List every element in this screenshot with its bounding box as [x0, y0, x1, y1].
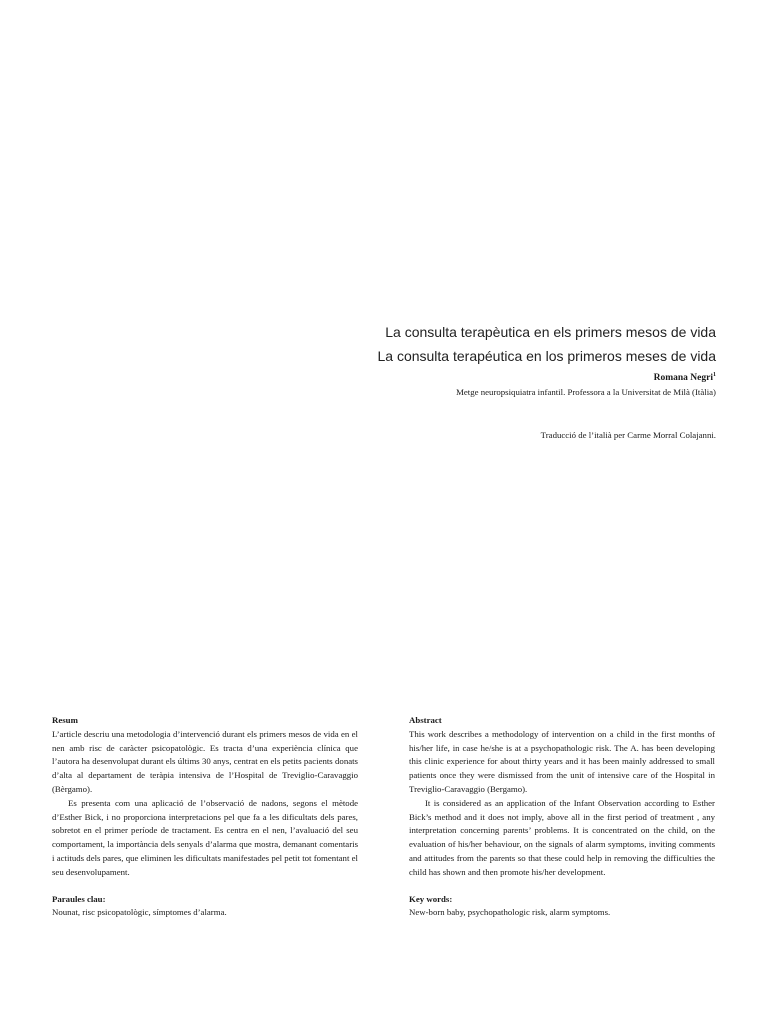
- keywords-catalan: Nounat, risc psicopatològic, símptomes d’alarma.: [52, 907, 227, 918]
- author-name: [654, 372, 716, 383]
- keywords-english: New-born baby, psychopathologic risk, alarm symptoms.: [409, 907, 611, 918]
- title-catalan: La consulta terapèutica en els primers mesos de vida: [385, 324, 716, 340]
- resum-paragraph-2: Es presenta com una aplicació de l’observació de nadons, segons el mètode d’Esther Bick, i no proporciona interpretacions pel que fa a les dificultats dels pares, sobretot en el primer període de tractament. Es centra en el nen, l’avaluació del seu comportament, la importància dels senyals d’alarma que mostra, demanant comentaris i actituds dels pares, que eliminen les dificultats manifestades pel petit tot fomentant el seu desenvolupament.: [52, 797, 358, 877]
- abstract-paragraph-1: This work describes a methodology of intervention on a child in the first months of his/her life, in case he/she is at a psychopathologic risk. The A. has been developing this clinic experience for about thirty years and it has been mainly addressed to small patients once they were dismissed from the unit of intensive care of the Hospital in Treviglio-Caravaggio (Bergamo).: [409, 728, 715, 794]
- title-spanish: La consulta terapéutica en los primeros meses de vida: [377, 348, 716, 364]
- translation-credit: Traducció de l’italià per Carme Morral Colajanni.: [540, 430, 716, 440]
- abstract-english: [409, 714, 715, 920]
- author-affiliation: Metge neuropsiquiatra infantil. Professora a la Universitat de Milà (Itàlia): [456, 387, 716, 397]
- keywords-heading-english: Key words:: [409, 893, 453, 904]
- author-footnote-marker: 1: [713, 372, 716, 378]
- author-name-text: Romana Negri: [653, 373, 713, 384]
- resum-paragraph-1: L’article descriu una metodologia d’intervenció durant els primers mesos de vida en el nen amb risc de caràcter psicopatològic. Es tracta d’una experiència clínica que l’autora ha desenvolupat durant els últims 30 anys, centrat en els petits pacients donats d’alta al departament de teràpia intensiva de l’Hospital de Treviglio-Caravaggio (Bèrgamo).: [52, 728, 358, 794]
- abstract-heading: Abstract: [409, 715, 442, 725]
- resum-heading: Resum: [52, 715, 78, 725]
- abstract-paragraph-2: It is considered as an application of the Infant Observation according to Esther Bick’s method and it does not imply, above all in the first period of treatment , any interpretation concerning parents’ problems. It is concentrated on the child, on the evaluation of his/her behaviour, on the signals of alarm symptoms, inviting comments and attitudes from the parents so that these could help in removing the difficulties the child has shown and then promote his/her development.: [409, 797, 715, 877]
- keywords-heading-catalan: Paraules clau:: [52, 893, 106, 904]
- abstract-catalan: [52, 714, 358, 920]
